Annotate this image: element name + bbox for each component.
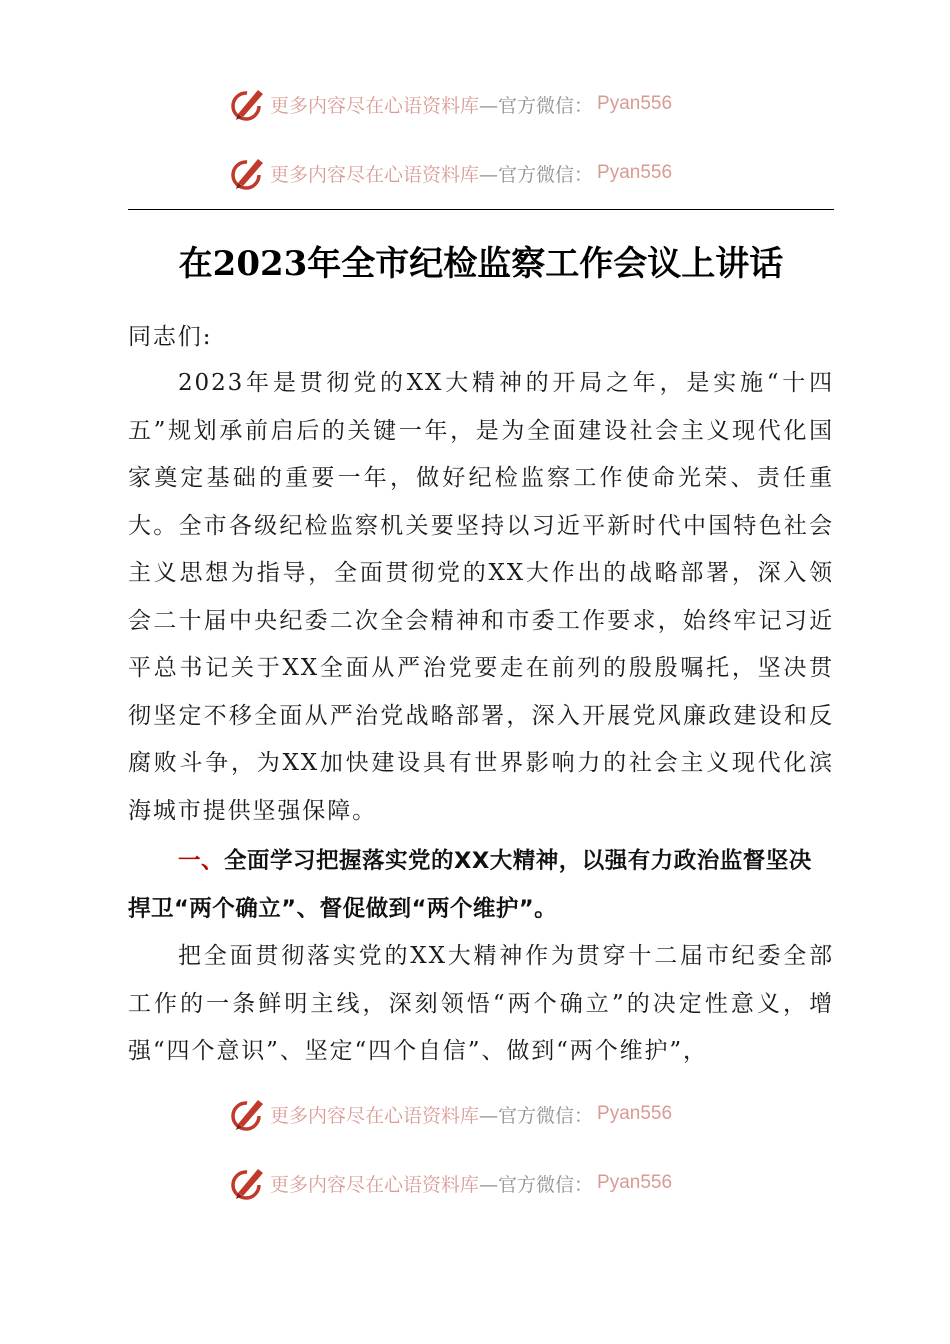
document-title: 在2023年全市纪检监察工作会议上讲话 xyxy=(178,244,784,284)
section-heading-1 xyxy=(128,838,834,933)
pen-logo-icon xyxy=(228,1094,268,1134)
section-heading-text: 全面学习把握落实党的XX大精神，以强有力政治监督坚决捍卫“两个确立”、督促做到“两个维护”。 xyxy=(128,848,812,922)
banner-text: 更多内容尽在心语资料库 xyxy=(270,163,480,186)
banner-dash: —官方微信： xyxy=(479,163,594,186)
banner-wechat-id: Pyan556 xyxy=(597,1103,673,1124)
banner-wechat-id: Pyan556 xyxy=(597,1172,673,1193)
pen-logo-icon xyxy=(228,153,268,193)
section-number: 一、 xyxy=(178,848,225,874)
body-paragraph-1: 2023年是贯彻党的XX大精神的开局之年，是实施“十四五”规划承前启后的关键一年，是为全面建设社会主义现代化国家奠定基础的重要一年，做好纪检监察工作使命光荣、责任重大。全市各级纪检监察机关要坚持以习近平新时代中国特色社会主义思想为指导，全面贯彻党的XX大作出的战略部署，深入领会二十届中央纪委二次全会精神和市委工作要求，始终牢记习近平总书记关于XX全面从严治党要走在前列的殷殷嘱托，坚决贯彻坚定不移全面从严治党战略部署，深入开展党风廉政建设和反腐败斗争，为XX加快建设具有世界影响力的社会主义现代化滨海城市提供坚强保障。 xyxy=(128,370,834,824)
banner-wechat-id: Pyan556 xyxy=(597,93,673,114)
watermark-banner xyxy=(228,153,672,193)
banner-dash: —官方微信： xyxy=(479,1173,594,1196)
watermark-banner xyxy=(228,1094,672,1134)
banner-text: 更多内容尽在心语资料库 xyxy=(270,1104,480,1127)
banner-wechat-id: Pyan556 xyxy=(597,162,673,183)
banner-dash: —官方微信： xyxy=(479,94,594,117)
banner-dash: —官方微信： xyxy=(479,1104,594,1127)
body-paragraph-2: 把全面贯彻落实党的XX大精神作为贯穿十二届市纪委全部工作的一条鲜明主线，深刻领悟“两个确立”的决定性意义，增强“四个意识”、坚定“四个自信”、做到“两个维护”， xyxy=(128,943,834,1064)
banner-text: 更多内容尽在心语资料库 xyxy=(270,94,480,117)
pen-logo-icon xyxy=(228,1163,268,1203)
salutation: 同志们: xyxy=(128,324,213,350)
header-divider xyxy=(128,209,834,210)
banner-text: 更多内容尽在心语资料库 xyxy=(270,1173,480,1196)
pen-logo-icon xyxy=(228,84,268,124)
watermark-banner xyxy=(228,84,672,124)
watermark-banner xyxy=(228,1163,672,1203)
